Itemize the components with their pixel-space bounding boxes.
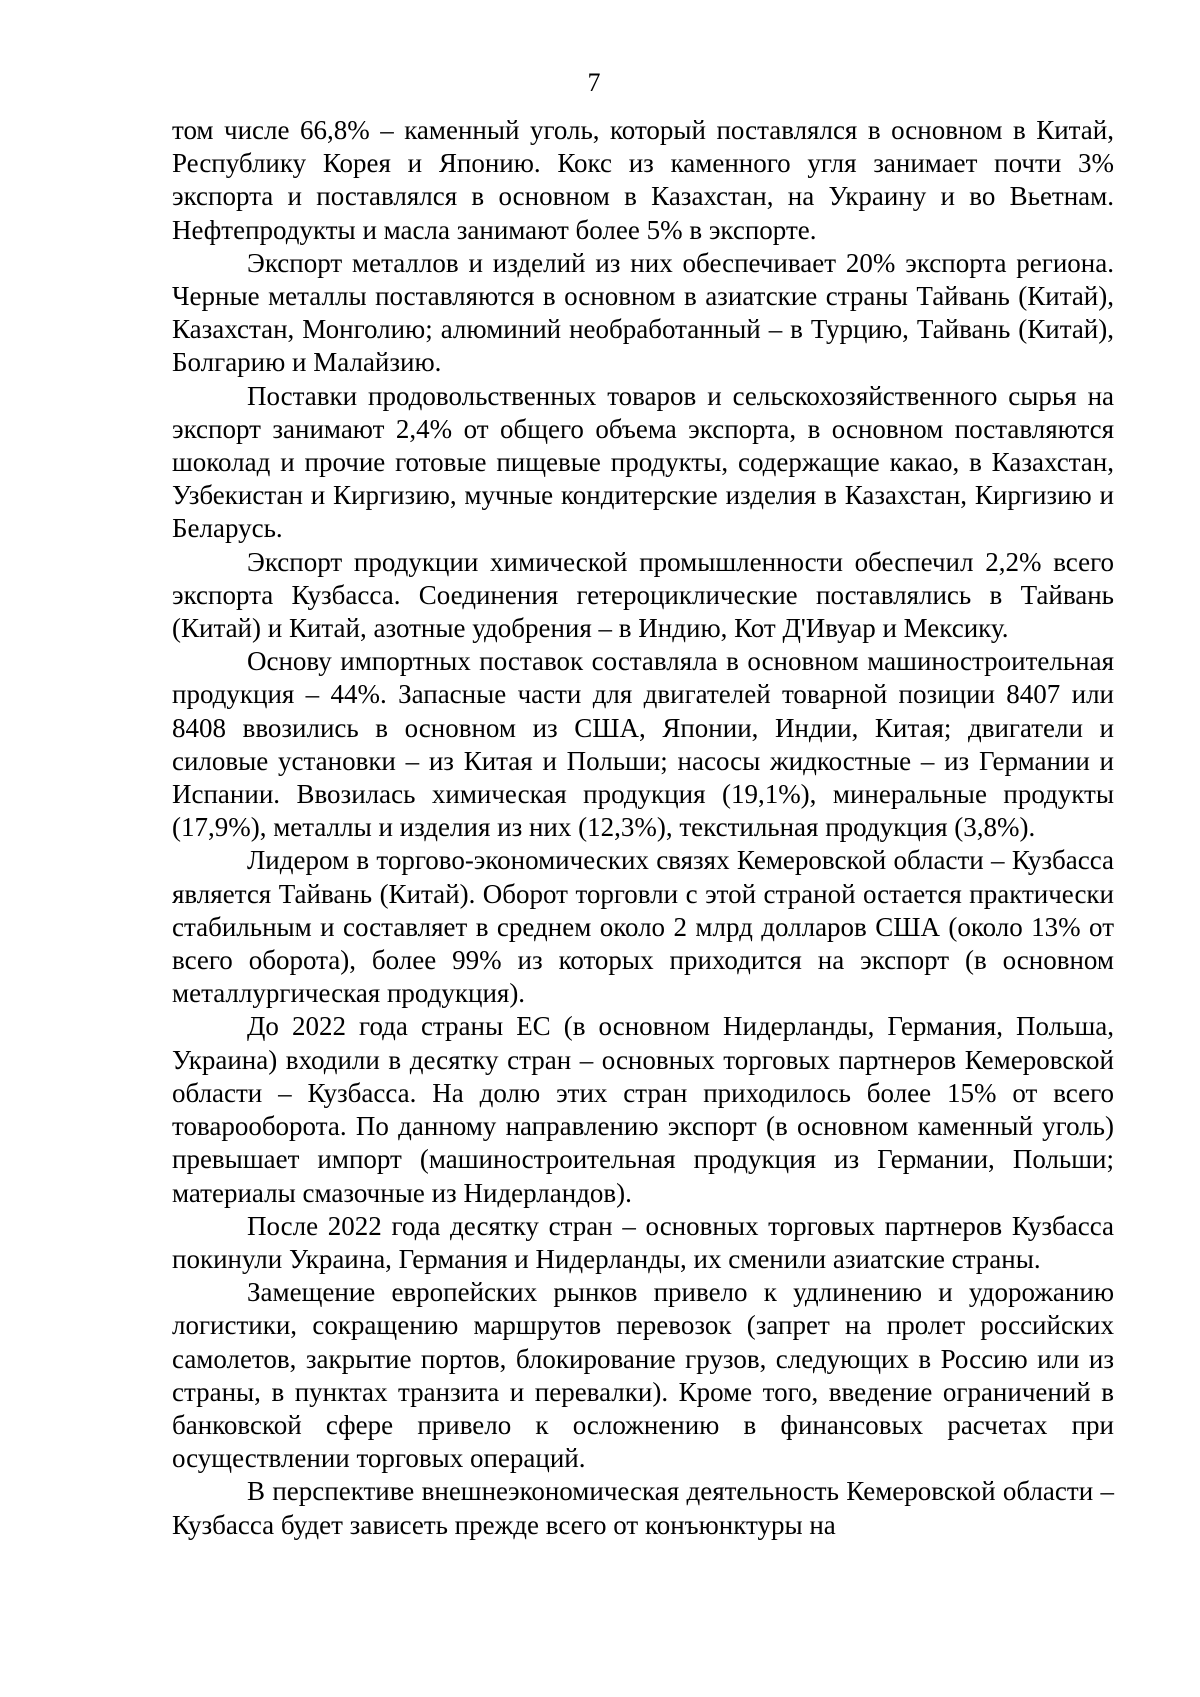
paragraph-imports: Основу импортных поставок составляла в основном машиностроительная продукция – 44%. Запасные части для двигателей товарной позиции 8407 или 8408 ввозились в основном из США, Японии, Индии, Китая; двигатели и силовые установки – из Китая и Польши; насосы жидкостные – из Германии и Испании. Ввозилась химическая продукция (19,1%), минеральные продукты (17,9%), металлы и изделия из них (12,3%), текстильная продукция (3,8%). <box>172 646 1114 843</box>
paragraph-outlook: В перспективе внешнеэкономическая деятельность Кемеровской области – Кузбасса будет зависеть прежде всего от конъюнктуры на <box>172 1476 1114 1540</box>
body-text <box>172 114 1114 1542</box>
paragraph-food-export: Поставки продовольственных товаров и сельскохозяйственного сырья на экспорт занимают 2,4% от общего объема экспорта, в основном поставляются шоколад и прочие готовые пищевые продукты, содержащие какао, в Казахстан, Узбекистан и Киргизию, мучные кондитерские изделия в Казахстан, Киргизию и Беларусь. <box>172 380 1114 544</box>
page-number: 7 <box>587 68 601 97</box>
paragraph-coal-export: том числе 66,8% – каменный уголь, который поставлялся в основном в Китай, Республику Корея и Японию. Кокс из каменного угля занимает почти 3% экспорта и поставлялся в основном в Казахстан, на Украину и во Вьетнам. Нефтепродукты и масла занимают более 5% в экспорте. <box>172 115 1114 245</box>
paragraph-chemical-export: Экспорт продукции химической промышленности обеспечил 2,2% всего экспорта Кузбасса. Соединения гетероциклические поставлялись в Тайвань (Китай) и Китай, азотные удобрения – в Индию, Кот Д'Ивуар и Мексику. <box>172 546 1114 644</box>
paragraph-after-2022: После 2022 года десятку стран – основных торговых партнеров Кузбасса покинули Украина, Германия и Нидерланды, их сменили азиатские страны. <box>172 1210 1114 1274</box>
paragraph-eu-partners: До 2022 года страны ЕС (в основном Нидерланды, Германия, Польша, Украина) входили в десятку стран – основных торговых партнеров Кемеровской области – Кузбасса. На долю этих стран приходилось более 15% от всего товарооборота. По данному направлению экспорт (в основном каменный уголь) превышает импорт (машиностроительная продукция из Германии, Польши; материалы смазочные из Нидерландов). <box>172 1011 1114 1208</box>
paragraph-taiwan-leader: Лидером в торгово-экономических связях Кемеровской области – Кузбасса является Тайвань (Китай). Оборот торговли с этой страной остается практически стабильным и составляет в среднем около 2 млрд долларов США (около 13% от всего оборота), более 99% из которых приходится на экспорт (в основном металлургическая продукция). <box>172 845 1114 1009</box>
paragraph-logistics: Замещение европейских рынков привело к удлинению и удорожанию логистики, сокращению маршрутов перевозок (запрет на пролет российских самолетов, закрытие портов, блокирование грузов, следующих в Россию или из страны, в пунктах транзита и перевалки). Кроме того, введение ограничений в банковской сфере привело к осложнению в финансовых расчетах при осуществлении торговых операций. <box>172 1277 1114 1474</box>
paragraph-metals-export: Экспорт металлов и изделий из них обеспечивает 20% экспорта региона. Черные металлы поставляются в основном в азиатские страны Тайвань (Китай), Казахстан, Монголию; алюминий необработанный – в Турцию, Тайвань (Китай), Болгарию и Малайзию. <box>172 247 1114 378</box>
